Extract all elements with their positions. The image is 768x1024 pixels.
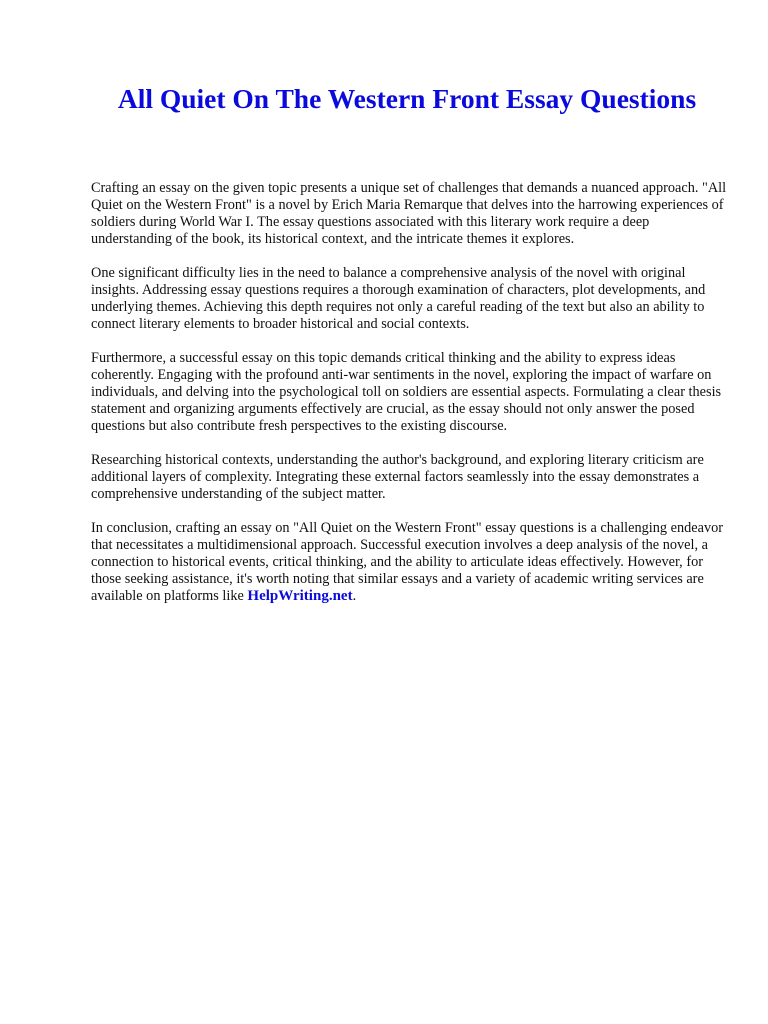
- paragraph-difficulty: One significant difficulty lies in the need to balance a comprehensive analysis of the novel with original insights. Addressing essay questions requires a thorough examination of characters, plot developments, and underlying themes. Achieving this depth requires not only a careful reading of the text but also an ability to connect literary elements to broader historical and social contexts.: [91, 265, 706, 332]
- conclusion-text: In conclusion, crafting an essay on "All Quiet on the Western Front" essay questions is a challenging endeavor that necessitates a multidimensional approach. Successful execution involves a deep analysis of the novel, a connection to historical events, critical thinking, and the ability to articulate ideas effectively. However, for those seeking assistance, it's worth noting that similar essays and a variety of academic writing services are available on platforms like: [91, 520, 724, 604]
- paragraph-research: Researching historical contexts, understanding the author's background, and exploring literary criticism are additional layers of complexity. Integrating these external factors seamlessly into the essay demonstrates a comprehensive understanding of the subject matter.: [91, 452, 704, 502]
- paragraph-conclusion: [91, 520, 729, 605]
- conclusion-period: .: [352, 588, 357, 604]
- paragraph-intro: Crafting an essay on the given topic presents a unique set of challenges that demands a nuanced approach. "All Quiet on the Western Front" is a novel by Erich Maria Remarque that delves into the harrowing experiences of soldiers during World War I. The essay questions associated with this literary work require a deep understanding of the book, its historical context, and the intricate themes it explores.: [91, 180, 727, 247]
- document-title: All Quiet On The Western Front Essay Questions: [117, 83, 697, 114]
- document-body: [91, 180, 729, 622]
- helpwriting-link[interactable]: HelpWriting.net: [247, 588, 353, 604]
- paragraph-critical-thinking: Furthermore, a successful essay on this topic demands critical thinking and the ability to express ideas coherently. Engaging with the profound anti-war sentiments in the novel, exploring the impact of warfare on individuals, and delving into the psychological toll on soldiers are essential aspects. Formulating a clear thesis statement and organizing arguments effectively are crucial, as the essay should not only answer the posed questions but also contribute fresh perspectives to the existing discourse.: [91, 350, 722, 434]
